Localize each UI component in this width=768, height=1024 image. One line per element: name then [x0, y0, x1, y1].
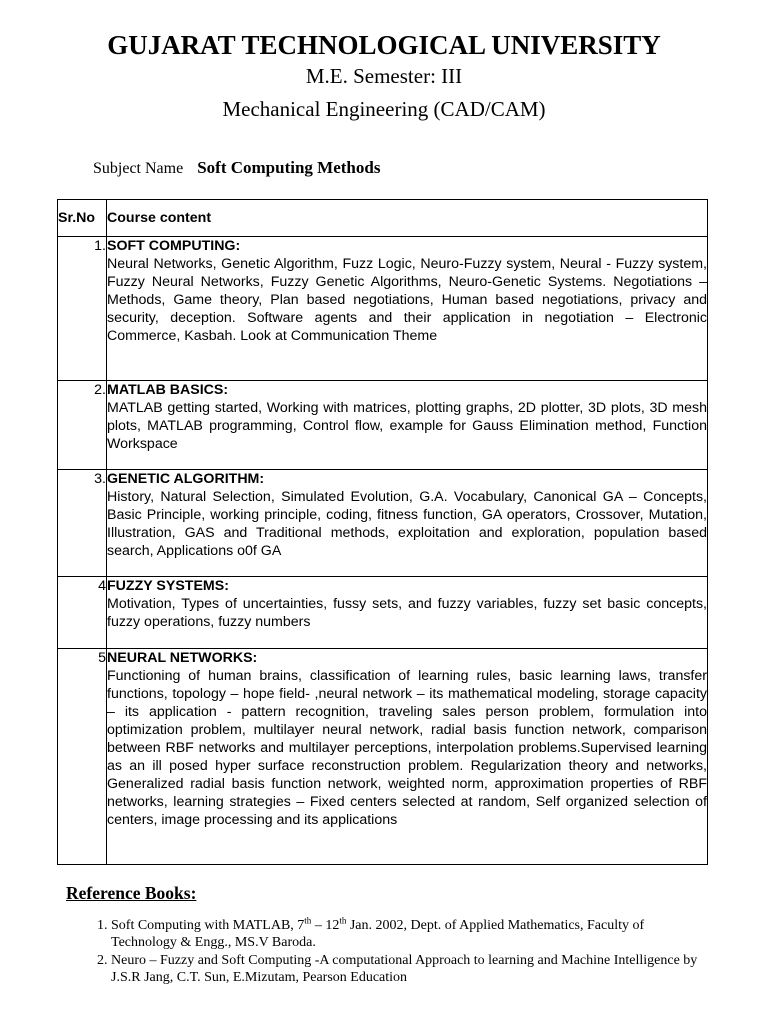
- table-row: [58, 381, 708, 470]
- row-topic: NEURAL NETWORKS:: [107, 650, 258, 666]
- row-content: [107, 381, 708, 470]
- row-description: Neural Networks, Genetic Algorithm, Fuzz Logic, Neuro-Fuzzy system, Neural - Fuzzy system, Fuzzy Neural Networks, Fuzzy Genetic Algorithms, Neuro-Genetic Systems. Negotiations – Methods, Game theory, Plan based negotiations, Human based negotiations, privacy and security, deception. Software agents and their application in negotiation – Electronic Commerce, Kasbah. Look at Communication Theme: [107, 256, 707, 344]
- row-number: 4: [58, 577, 107, 649]
- course-content-table: [57, 199, 708, 865]
- ref-2-text: Neuro – Fuzzy and Soft Computing -A computational Approach to learning and Machine Intelligence by J.S.R Jang, C.T. Sun, E.Mizutam, Pearson Education: [111, 953, 698, 985]
- row-content: [107, 237, 708, 381]
- row-content: [107, 649, 708, 865]
- table-row: [58, 470, 708, 577]
- ref-1-sup2: th: [339, 915, 347, 926]
- table-row: [58, 237, 708, 381]
- header-srno: Sr.No: [58, 200, 107, 237]
- ref-1-sup1: th: [304, 915, 312, 926]
- ref-1-part2: – 12: [311, 918, 340, 933]
- row-description: History, Natural Selection, Simulated Evolution, G.A. Vocabulary, Canonical GA – Concepts, Basic Principle, working principle, coding, fitness function, GA operators, Crossover, Mutation, Illustration, GAS and Traditional methods, exploitation and exploration, population based search, Applications o0f GA: [107, 489, 707, 559]
- row-topic: MATLAB BASICS:: [107, 382, 229, 398]
- table-row: [58, 649, 708, 865]
- reference-list: [90, 917, 701, 987]
- subject-value: Soft Computing Methods: [197, 158, 381, 177]
- row-topic: GENETIC ALGORITHM:: [107, 471, 265, 487]
- row-description: MATLAB getting started, Working with matrices, plotting graphs, 2D plotter, 3D plots, 3D mesh plots, MATLAB programming, Control flow, example for Gauss Elimination method, Function Workspace: [107, 400, 707, 452]
- university-title: GUJARAT TECHNOLOGICAL UNIVERSITY: [107, 30, 661, 60]
- table-header-row: [58, 200, 708, 237]
- row-number: 1.: [58, 237, 107, 381]
- row-topic: SOFT COMPUTING:: [107, 238, 241, 254]
- row-content: [107, 470, 708, 577]
- row-description: Motivation, Types of uncertainties, fussy sets, and fuzzy variables, fuzzy set basic concepts, fuzzy operations, fuzzy numbers: [107, 596, 707, 630]
- row-description: Functioning of human brains, classification of learning rules, basic learning laws, transfer functions, topology – hope field- ,neural network – its mathematical modeling, storage capacity – its application - pattern recognition, traveling sales person problem, formulation into optimization problem, multilayer neural network, radial basis function network, comparison between RBF networks and multilayer perceptions, interpolation problems.Supervised learning as an ill posed hyper surface reconstruction problem. Regularization theory and networks, Generalized radial basis function network, weighted norm, approximation properties of RBF networks, learning strategies – Fixed centers selected at random, Self organized selection of centers, image processing and its applications: [107, 668, 707, 828]
- row-number: 2.: [58, 381, 107, 470]
- subject-line: [93, 157, 380, 180]
- ref-1-part3: Jan. 2002, Dept. of Applied Mathematics, Faculty of Technology & Engg., MS.V Baroda.: [111, 918, 645, 950]
- semester-heading: M.E. Semester: III: [305, 64, 463, 88]
- row-topic: FUZZY SYSTEMS:: [107, 578, 229, 594]
- list-item: [111, 952, 701, 986]
- ref-1-part1: Soft Computing with MATLAB, 7: [111, 918, 305, 933]
- list-item: [111, 917, 701, 951]
- branch-heading: Mechanical Engineering (CAD/CAM): [222, 97, 546, 121]
- row-content: [107, 577, 708, 649]
- row-number: 5: [58, 649, 107, 865]
- header-course-content: Course content: [107, 200, 708, 237]
- row-number: 3.: [58, 470, 107, 577]
- reference-books-heading: Reference Books:: [66, 883, 197, 903]
- table-row: [58, 577, 708, 649]
- subject-label: Subject Name: [93, 160, 184, 177]
